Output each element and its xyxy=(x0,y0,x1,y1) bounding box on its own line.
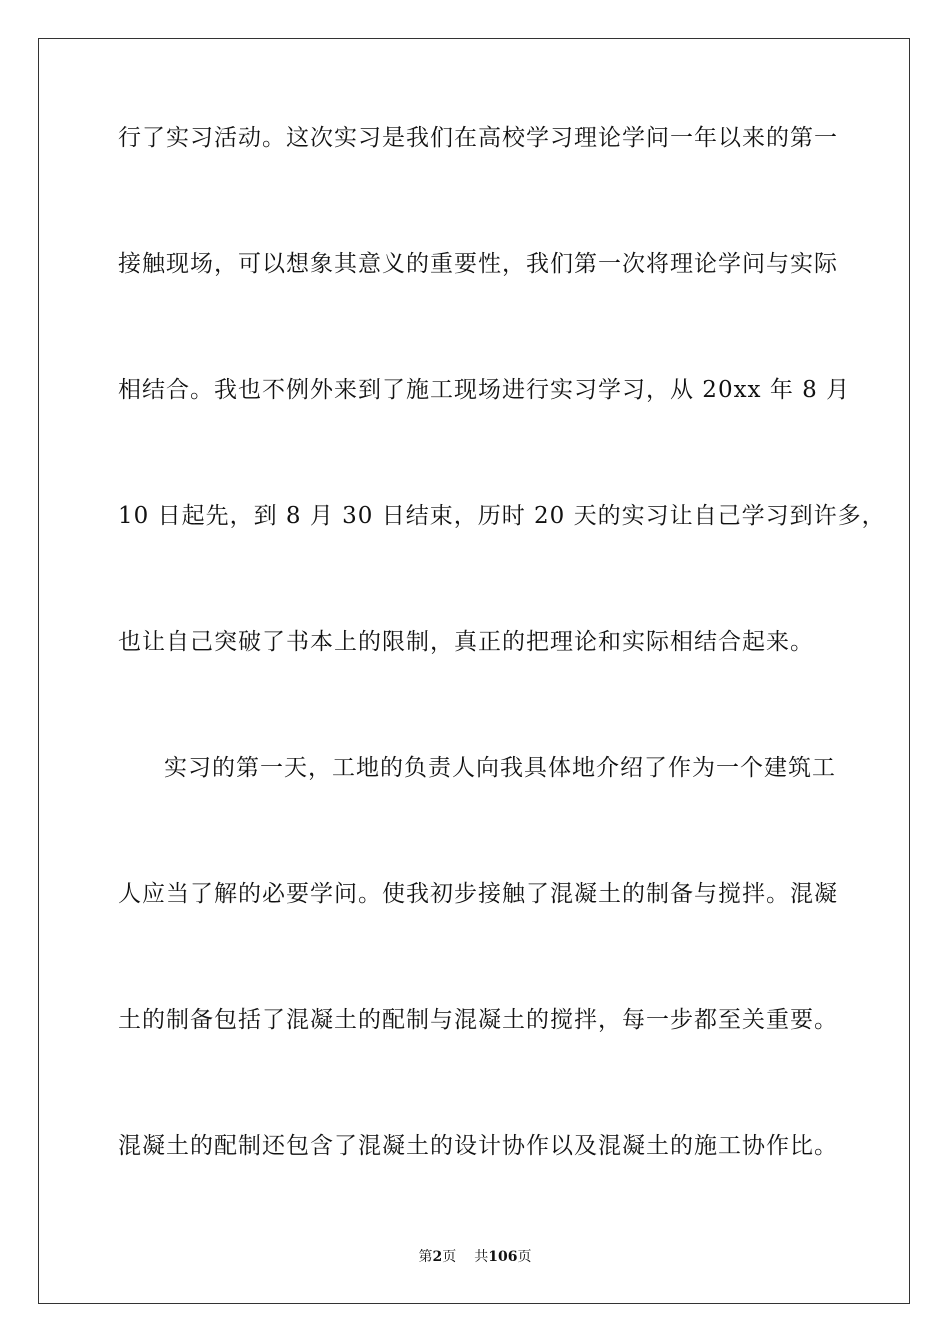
page-suffix: 页 xyxy=(442,1249,457,1265)
total-prefix: 共 xyxy=(474,1249,489,1265)
text-line-4: 10 日起先，到 8 月 30 日结束，历时 20 天的实习让自己学习到许多， xyxy=(118,503,886,529)
page-footer xyxy=(0,1248,950,1266)
text-line-9: 混凝土的配制还包含了混凝土的设计协作以及混凝土的施工协作比。 xyxy=(118,1133,838,1159)
total-suffix: 页 xyxy=(517,1249,532,1265)
text-line-3: 相结合。我也不例外来到了施工现场进行实习学习，从 20xx 年 8 月 xyxy=(118,377,851,403)
text-line-7: 人应当了解的必要学问。使我初步接触了混凝土的制备与搅拌。混凝 xyxy=(118,881,838,907)
total-pages: 106 xyxy=(488,1249,518,1265)
text-line-6-paragraph-start: 实习的第一天，工地的负责人向我具体地介绍了作为一个建筑工 xyxy=(164,755,836,781)
text-line-8: 土的制备包括了混凝土的配制与混凝土的搅拌，每一步都至关重要。 xyxy=(118,1007,838,1033)
text-line-2: 接触现场，可以想象其意义的重要性，我们第一次将理论学问与实际 xyxy=(118,251,838,277)
document-body xyxy=(118,124,886,1258)
page-number: 2 xyxy=(432,1249,443,1265)
page-prefix: 第 xyxy=(418,1249,433,1265)
text-line-1: 行了实习活动。这次实习是我们在高校学习理论学问一年以来的第一 xyxy=(118,125,838,151)
text-line-5: 也让自己突破了书本上的限制，真正的把理论和实际相结合起来。 xyxy=(118,629,814,655)
